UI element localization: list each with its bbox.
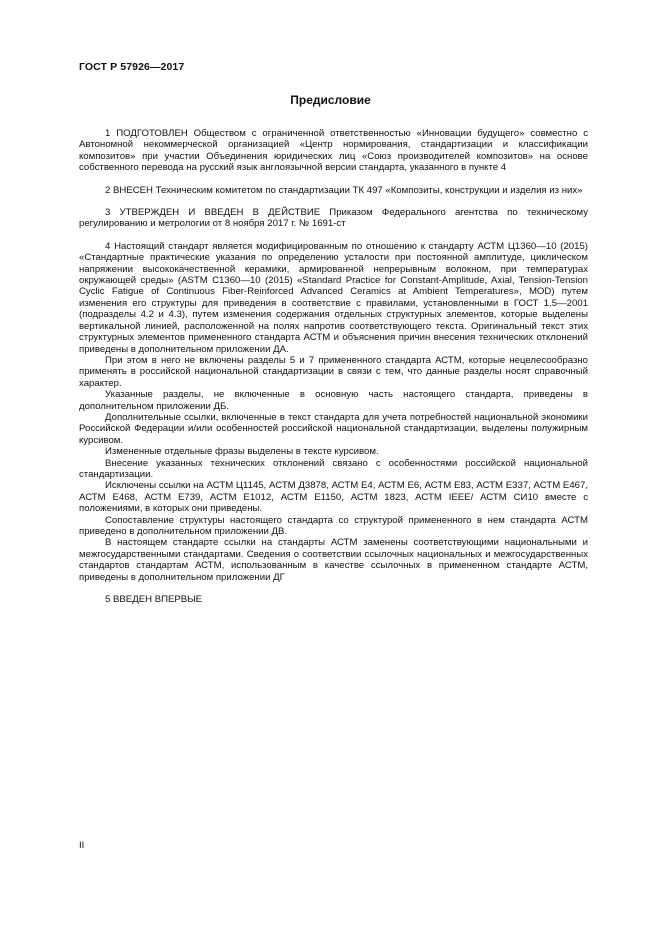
paragraph-5-first-introduced: 5 ВВЕДЕН ВПЕРВЫЕ [105, 594, 203, 606]
paragraph-2-submitted: 2 ВНЕСЕН Техническим комитетом по стандартизации ТК 497 «Композиты, конструкции и изделия из них» [105, 184, 583, 196]
paragraph-italic-phrases: Измененные отдельные фразы выделены в тексте курсивом. [105, 446, 379, 458]
preface-body [79, 128, 588, 605]
paragraph-1-prepared: 1 ПОДГОТОВЛЕН Обществом с ограниченной ответственностью «Инновации будущего» совместно с Автономной некоммерческой организацией «Центр нормирования, стандартизации и классификации композитов» при участии Объединения юридических лиц «Союз производителей композитов» на основе собственного перевода на русский язык англоязычной версии стандарта, указанного в пункте 4 [79, 128, 588, 174]
paragraph-reference-replacement: В настоящем стандарте ссылки на стандарты АСТМ заменены соответствующими национальными и межгосударственными стандартами. Сведения о соответствии ссылочных национальных и межгосударственных стандартов стандартам АСТМ, использованным в качестве ссылочных в примененном стандарте АСТМ, приведены в дополнительном приложении ДГ [79, 537, 588, 583]
paragraph-annex-db: Указанные разделы, не включенные в основную часть настоящего стандарта, приведены в дополнительном приложении ДБ. [79, 389, 588, 412]
paragraph-structure-comparison: Сопоставление структуры настоящего стандарта со структурой примененного в нем стандарта АСТМ приведено в дополнительном приложении ДВ. [79, 514, 588, 537]
paragraph-4-modified: 4 Настоящий стандарт является модифицированным по отношению к стандарту АСТМ Ц1360—10 (2015) «Стандартные практические указания по определению усталости при постоянной амплитуде, циклическом напряжении высококачественной керамики, армированной непрерывным волокном, при температурах окружающей среды» (ASTM C1360—10 (2015) «Standard Practice for Constant-Amplitude, Axial, Tension-Tension Cyclic Fatigue of Continuous Fiber-Reinforced Advanced Ceramics at Ambient Temperatures», MOD) путем изменения его структуры для приведения в соответствие с правилами, установленными в ГОСТ 1.5—2001 (подразделы 4.2 и 4.3), путем изменения содержания отдельных структурных элементов, которые выделены вертикальной линией, расположенной на полях напротив соответствующего текста. Оригинальный текст этих структурных элементов примененного стандарта АСТМ и объяснения причин внесения технических отклонений приведены в дополнительном приложении ДА. [79, 240, 588, 355]
page-number: II [79, 840, 85, 851]
section-title: Предисловие [290, 93, 371, 107]
paragraph-3-approved: 3 УТВЕРЖДЕН И ВВЕДЕН В ДЕЙСТВИЕ Приказом Федерального агентства по техническому регулированию и метрологии от 8 ноября 2017 г. № 1691-ст [79, 207, 588, 230]
paragraph-additional-refs: Дополнительные ссылки, включенные в текст стандарта для учета потребностей национальной экономики Российской Федерации и/или особенностей российской национальной стандартизации, выделены полужирным курсивом. [79, 411, 588, 446]
paragraph-excluded-sections: При этом в него не включены разделы 5 и 7 примененного стандарта АСТМ, которые нецелесообразно применять в российской национальной стандартизации в связи с тем, что данные разделы носят справочный характер. [79, 354, 588, 389]
paragraph-excluded-refs: Исключены ссылки на АСТМ Ц1145, АСТМ Д3878, АСТМ Е4, АСТМ Е6, АСТМ Е83, АСТМ Е337, АСТМ Е467, АСТМ Е468, АСТМ Е739, АСТМ Е1012, АСТМ Е1150, АСТМ 1823, АСТМ IEEE/ АСТМ СИ10 вместе с положениями, в которых они приведены. [79, 480, 588, 515]
document-header: ГОСТ Р 57926—2017 [79, 61, 185, 73]
paragraph-deviations: Внесение указанных технических отклонений связано с особенностями российской национальной стандартизации. [79, 457, 588, 480]
